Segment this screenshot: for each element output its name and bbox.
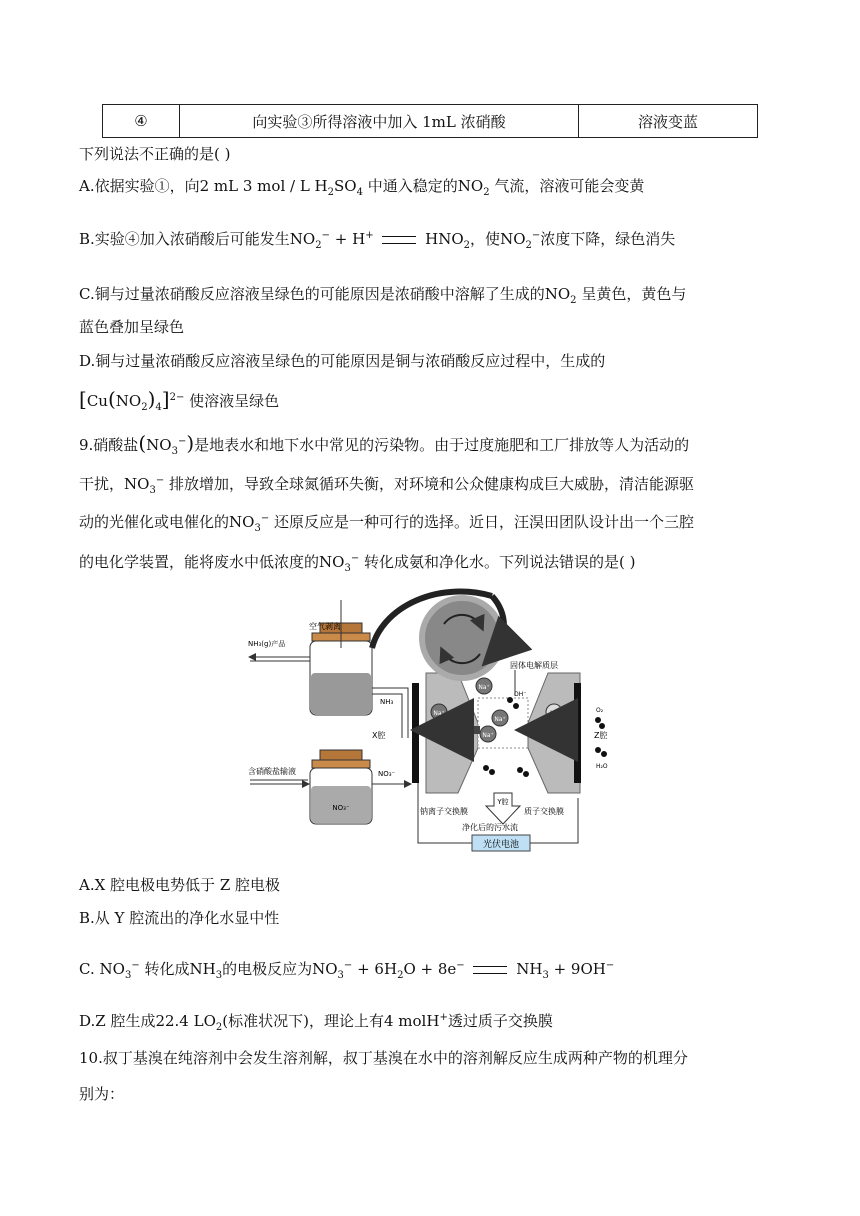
text-span: NO bbox=[500, 230, 526, 248]
text-span: 干扰， bbox=[79, 475, 125, 493]
q9-line-1 bbox=[79, 432, 689, 456]
superscript: − bbox=[155, 475, 165, 486]
text-span: + H bbox=[334, 230, 366, 248]
molecule-dot bbox=[523, 771, 529, 777]
superscript: − bbox=[343, 960, 353, 971]
q10-line-1: 10.叔丁基溴在纯溶剂中会发生溶剂解，叔丁基溴在水中的溶剂解反应生成两种产物的机理分 bbox=[79, 1049, 688, 1067]
text-span: NO bbox=[115, 392, 142, 410]
text-span: 动的光催化或电催化的 bbox=[79, 513, 230, 531]
q9-line-3 bbox=[79, 511, 694, 533]
text-span: B.实验④加入浓硝酸后可能发生 bbox=[79, 230, 290, 248]
q9-option-b: B.从 Y 腔流出的净化水显中性 bbox=[79, 909, 280, 927]
text-span: 转化成 bbox=[144, 960, 190, 978]
na-label: Na⁺ bbox=[478, 684, 490, 691]
text-span: 的电化学装置，能将废水中低浓度的 bbox=[79, 553, 320, 571]
q8-option-c-cont: 蓝色叠加呈绿色 bbox=[79, 318, 185, 336]
text-span: 浓度下降，绿色消失 bbox=[540, 230, 676, 248]
proton-membrane-label: 质子交换膜 bbox=[524, 807, 564, 816]
na-label: Na⁺ bbox=[482, 732, 494, 739]
bottle-liquid bbox=[311, 673, 371, 714]
x-chamber-label: X腔 bbox=[372, 731, 386, 740]
subscript: 3 bbox=[124, 970, 132, 981]
equals-arrow bbox=[473, 966, 507, 974]
text-span: NO bbox=[99, 960, 125, 978]
molecule-dot bbox=[595, 717, 601, 723]
text-span: 的电极反应为 bbox=[222, 960, 313, 978]
text-span: NO bbox=[229, 513, 255, 531]
text-span: C. bbox=[79, 960, 95, 978]
bottle-cap bbox=[320, 750, 362, 760]
q9-option-d bbox=[79, 1010, 553, 1032]
superscript: − bbox=[605, 960, 615, 971]
molecule-dot bbox=[601, 751, 607, 757]
superscript: − bbox=[177, 436, 187, 447]
molecule-dot bbox=[483, 765, 489, 771]
table-row bbox=[103, 105, 758, 138]
y-chamber-label: Y腔 bbox=[497, 798, 509, 806]
text-span: NO bbox=[457, 177, 484, 195]
text-span: D.Z 腔生成 bbox=[79, 1012, 156, 1030]
q9-line-2 bbox=[79, 473, 694, 495]
text-span: NO bbox=[312, 960, 338, 978]
equals-arrow bbox=[382, 236, 416, 244]
superscript: − bbox=[456, 960, 465, 971]
na-label: Na⁺ bbox=[494, 716, 506, 723]
subscript: 3 bbox=[344, 563, 351, 574]
subscript: 2 bbox=[315, 240, 322, 251]
text-span: NH bbox=[516, 960, 543, 978]
q10-line-2: 别为： bbox=[79, 1085, 125, 1103]
text-span: HNO bbox=[425, 230, 464, 248]
text-span: + 6H bbox=[357, 960, 398, 978]
text-span: NH bbox=[189, 960, 216, 978]
experiment-table bbox=[102, 104, 758, 138]
oh-label: OH⁻ bbox=[514, 691, 527, 698]
subscript: 2 bbox=[570, 295, 577, 306]
text-span: + 9OH bbox=[553, 960, 606, 978]
bracket: ( bbox=[138, 431, 147, 455]
text-span: 透过质子交换膜 bbox=[447, 1012, 553, 1030]
q9-option-a: A.X 腔电极电势低于 Z 腔电极 bbox=[79, 876, 281, 894]
bracket: [ bbox=[79, 387, 87, 411]
nh3-label: NH₃ bbox=[380, 698, 394, 706]
subscript: 3 bbox=[171, 446, 178, 457]
subscript: 3 bbox=[542, 970, 549, 981]
subscript: 3 bbox=[149, 485, 156, 496]
text-span: 中通入稳定的 bbox=[367, 177, 458, 195]
q8-option-c bbox=[79, 283, 686, 305]
molecule-dot bbox=[517, 767, 523, 773]
superscript: + bbox=[439, 1012, 448, 1023]
molecule-dot bbox=[489, 769, 495, 775]
subscript: 2 bbox=[463, 240, 471, 251]
text-span: 是地表水和地下水中常见的污染物。由于过度施肥和工厂排放等人为活动的 bbox=[194, 436, 690, 454]
superscript: − bbox=[350, 553, 360, 564]
text-span: 排放增加，导致全球氮循环失衡，对环境和公众健康构成巨大威胁，清洁能源驱 bbox=[169, 475, 695, 493]
subscript: 4 bbox=[155, 402, 162, 413]
bracket: ] bbox=[161, 387, 170, 411]
superscript: − bbox=[260, 513, 270, 524]
superscript: + bbox=[365, 230, 374, 241]
text-span: NO bbox=[124, 475, 150, 493]
table-cell-operation: 向实验③所得溶液中加入 1mL 浓硝酸 bbox=[180, 105, 579, 138]
solid-electrolyte-label: 固体电解质层 bbox=[510, 661, 558, 670]
text-span: ，使 bbox=[470, 230, 501, 248]
bottle-neck bbox=[312, 760, 370, 768]
molecule-dot bbox=[595, 747, 601, 753]
no3-label: NO₃⁻ bbox=[378, 770, 396, 778]
q8-option-d: D.铜与过量浓硝酸反应溶液呈绿色的可能原因是铜与浓硝酸反应过程中，生成的 bbox=[79, 352, 606, 370]
text-span: (标准状况下)，理论上有 bbox=[222, 1012, 384, 1030]
subscript: 3 bbox=[254, 523, 261, 534]
air-strip-label: 空气剥离 bbox=[309, 622, 341, 631]
text-span: O + 8e bbox=[403, 960, 457, 978]
text-span: C.铜与过量浓硝酸反应溶液呈绿色的可能原因是浓硝酸中溶解了生成的 bbox=[79, 285, 545, 303]
x-electrode bbox=[412, 683, 419, 783]
text-span: 气流，溶液可能会变黄 bbox=[494, 177, 645, 195]
h2o-label: H₂O bbox=[596, 763, 608, 770]
molecule-dot bbox=[513, 703, 519, 709]
text-span: Cu bbox=[86, 392, 108, 410]
subscript: 3 bbox=[337, 970, 344, 981]
text-span: NO bbox=[544, 285, 571, 303]
subscript: 2 bbox=[141, 402, 148, 413]
text-span: A.依据实验①，向 bbox=[79, 177, 200, 195]
subscript: 2 bbox=[525, 240, 532, 251]
table-cell-number: ④ bbox=[103, 105, 180, 138]
subscript: 2 bbox=[327, 187, 335, 198]
na-label: Na⁺ bbox=[433, 710, 445, 717]
z-chamber-label: Z腔 bbox=[594, 731, 608, 740]
text-span: 4 molH bbox=[383, 1012, 440, 1030]
text-span: 还原反应是一种可行的选择。近日，汪淏田团队设计出一个三腔 bbox=[274, 513, 695, 531]
q8-option-b bbox=[79, 228, 675, 250]
q8-option-a bbox=[79, 175, 644, 197]
subscript: 2 bbox=[483, 187, 490, 198]
q8-option-d-formula bbox=[79, 388, 279, 412]
pv-battery-label: 光伏电池 bbox=[482, 840, 520, 850]
superscript: − bbox=[321, 230, 330, 241]
rotation-circle bbox=[422, 598, 502, 678]
superscript: 2− bbox=[169, 392, 185, 403]
text-span: 2 mL 3 mol / L H bbox=[199, 177, 328, 195]
q9-line-4 bbox=[79, 551, 635, 573]
text-span: 呈黄色，黄色与 bbox=[581, 285, 687, 303]
text-span: SO bbox=[334, 177, 357, 195]
bracket: ) bbox=[186, 431, 195, 455]
text-span: 使溶液呈绿色 bbox=[189, 392, 280, 410]
molecule-dot bbox=[599, 723, 605, 729]
h-label: H⁺ bbox=[550, 710, 558, 717]
electrochemical-cell-figure bbox=[240, 588, 620, 863]
table-cell-result: 溶液变蓝 bbox=[579, 105, 758, 138]
text-span: NO bbox=[146, 436, 172, 454]
nh3-product-label: NH₃(g)产品 bbox=[248, 640, 286, 648]
subscript: 2 bbox=[215, 1022, 223, 1033]
nitrate-feed-label: 含硝酸盐输液 bbox=[248, 767, 296, 776]
subscript: 2 bbox=[397, 970, 404, 981]
subscript: 3 bbox=[215, 970, 223, 981]
superscript: − bbox=[531, 230, 541, 241]
bracket: ) bbox=[147, 387, 156, 411]
text-span: NO bbox=[289, 230, 316, 248]
na-membrane-label: 钠离子交换膜 bbox=[420, 807, 468, 816]
q9-option-c bbox=[79, 958, 614, 980]
text-span: 22.4 LO bbox=[155, 1012, 216, 1030]
text-span: 转化成氨和净化水。下列说法错误的是( ) bbox=[364, 553, 636, 571]
no3-bottle-label: NO₃⁻ bbox=[332, 804, 350, 812]
subscript: 4 bbox=[356, 187, 363, 198]
q8-stem: 下列说法不正确的是( ) bbox=[79, 145, 231, 163]
o2-label: O₂ bbox=[596, 707, 604, 714]
bracket: ( bbox=[107, 387, 116, 411]
text-span: 9.硝酸盐 bbox=[79, 436, 139, 454]
superscript: − bbox=[131, 960, 140, 971]
purified-flow-label: 净化后的污水流 bbox=[462, 823, 518, 832]
text-span: NO bbox=[319, 553, 345, 571]
molecule-dot bbox=[507, 697, 513, 703]
